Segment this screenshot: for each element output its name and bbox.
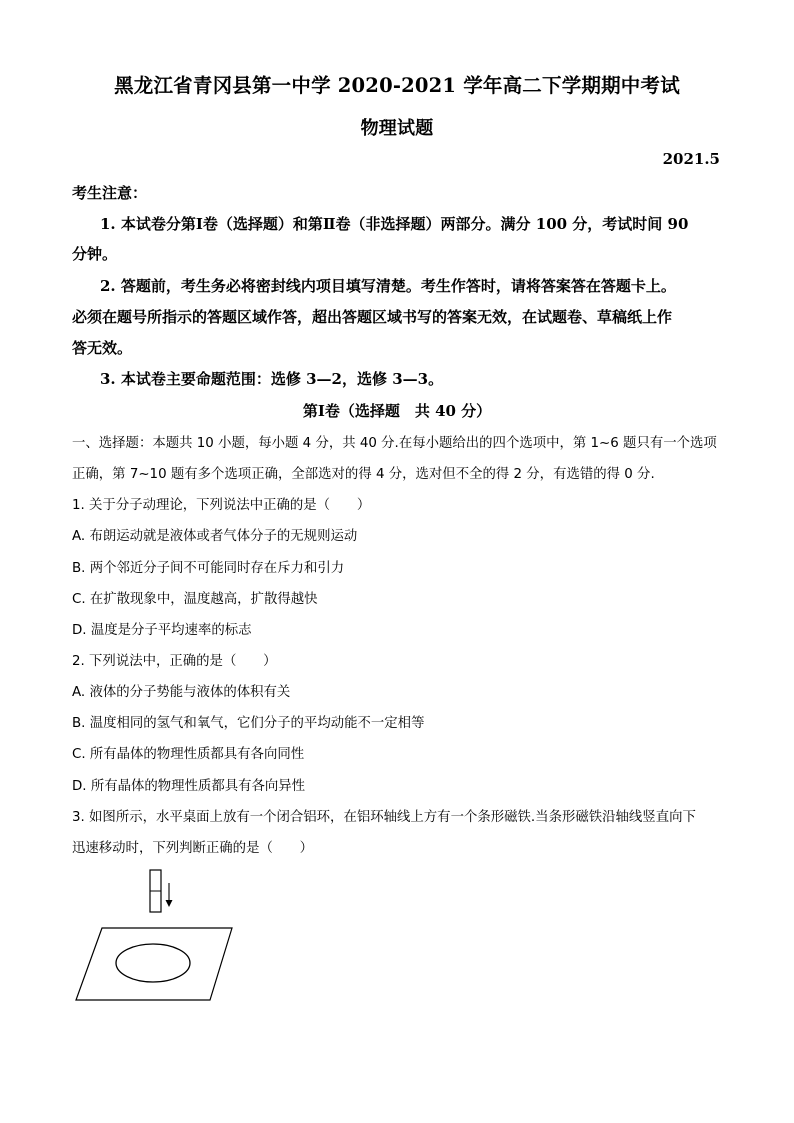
notice-item-2-cont: 必须在题号所指示的答题区域作答，超出答题区域书写的答案无效，在试题卷、草稿纸上作 bbox=[72, 308, 673, 326]
q2-option-c: C. 所有晶体的物理性质都具有各向同性 bbox=[72, 747, 305, 762]
q1-option-b: B. 两个邻近分子间不可能同时存在斥力和引力 bbox=[72, 561, 345, 576]
q2-stem: 2. 下列说法中，正确的是（ ） bbox=[72, 654, 277, 669]
q1-option-c: C. 在扩散现象中，温度越高，扩散得越快 bbox=[72, 592, 318, 607]
section-title: 第Ⅰ卷（选择题 共 40 分） bbox=[302, 402, 492, 420]
exam-title: 黑龙江省青冈县第一中学 2020-2021 学年高二下学期期中考试 bbox=[114, 74, 680, 97]
q3-stem-cont: 迅速移动时，下列判断正确的是（ ） bbox=[72, 841, 314, 856]
q1-stem: 1. 关于分子动理论，下列说法中正确的是（ ） bbox=[72, 498, 371, 513]
q3-stem: 3. 如图所示，水平桌面上放有一个闭合铝环，在铝环轴线上方有一个条形磁铁.当条形磁铁沿轴线竖直向下 bbox=[72, 810, 696, 825]
notice-item-2-cont2: 答无效。 bbox=[72, 339, 133, 357]
notice-heading: 考生注意： bbox=[72, 184, 148, 202]
notice-item-3: 3. 本试卷主要命题范围：选修 3—2，选修 3—3。 bbox=[100, 370, 444, 388]
notice-item-1-cont: 分钟。 bbox=[72, 245, 118, 263]
section-instructions: 一、选择题：本题共 10 小题，每小题 4 分，共 40 分.在每小题给出的四个选项中，第 1~6 题只有一个选项 bbox=[72, 436, 717, 451]
q1-option-d: D. 温度是分子平均速率的标志 bbox=[72, 623, 252, 638]
section-instructions-cont: 正确，第 7~10 题有多个选项正确，全部选对的得 4 分，选对但不全的得 2 分，有选错的得 0 分. bbox=[72, 467, 655, 482]
notice-item-2: 2. 答题前，考生务必将密封线内项目填写清楚。考生作答时，请将答案答在答题卡上。 bbox=[100, 277, 676, 295]
table-surface bbox=[76, 928, 232, 1000]
q3-figure bbox=[74, 866, 234, 1006]
aluminum-ring bbox=[116, 944, 190, 982]
exam-date: 2021.5 bbox=[662, 150, 720, 168]
arrow-head-icon bbox=[166, 900, 173, 907]
q2-option-b: B. 温度相同的氢气和氧气，它们分子的平均动能不一定相等 bbox=[72, 716, 425, 731]
q1-option-a: A. 布朗运动就是液体或者气体分子的无规则运动 bbox=[72, 529, 358, 544]
q2-option-a: A. 液体的分子势能与液体的体积有关 bbox=[72, 685, 291, 700]
q2-option-d: D. 所有晶体的物理性质都具有各向异性 bbox=[72, 779, 306, 794]
notice-item-1: 1. 本试卷分第Ⅰ卷（选择题）和第Ⅱ卷（非选择题）两部分。满分 100 分，考试时间 90 bbox=[100, 215, 689, 233]
exam-subtitle: 物理试题 bbox=[360, 118, 434, 139]
